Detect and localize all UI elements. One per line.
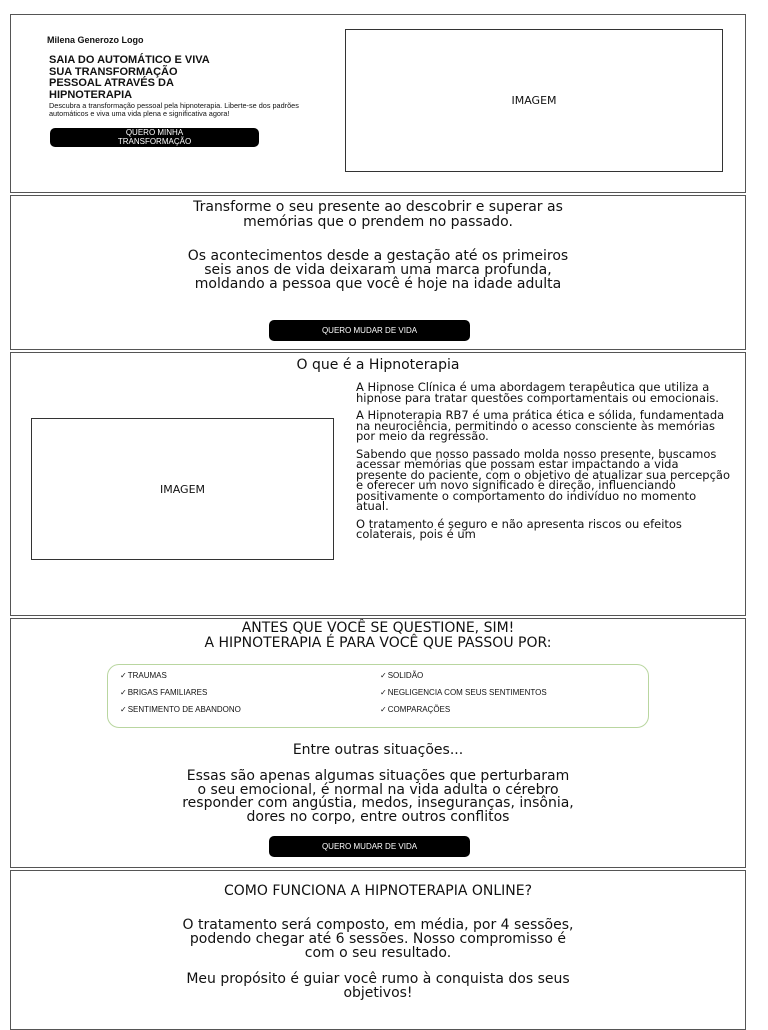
about-image-placeholder: IMAGEM [31,418,334,560]
intro-section [10,195,746,350]
intro-heading: Transforme o seu presente ao descobrir e superar as memórias que o prendem no passado. [193,199,563,230]
how-it-works-paragraph: O tratamento será composto, em média, por 4 sessões, podendo chegar até 6 sessões. Nosso compromisso é com o seu resultado. [182,917,574,961]
check-icon: ✓ [120,671,127,680]
list-item: ✓SOLIDÃO [380,671,424,680]
about-paragraph: A Hipnoterapia RB7 é uma prática ética e sólida, fundamentada na neurociência, permitindo o acesso consciente às memórias por meio da regressão. [356,408,725,443]
check-icon: ✓ [380,688,387,697]
check-icon: ✓ [380,705,387,714]
check-icon: ✓ [120,688,127,697]
list-item: ✓NEGLIGENCIA COM SEUS SENTIMENTOS [380,688,547,697]
change-life-button[interactable]: QUERO MUDAR DE VIDA [269,836,470,857]
list-item: ✓COMPARAÇÕES [380,705,451,714]
hero-title: SAIA DO AUTOMÁTICO E VIVA SUA TRANSFORMAÇÃO PESSOAL ATRAVÉS DA HIPNOTERAPIA [49,54,210,101]
change-life-button[interactable]: QUERO MUDAR DE VIDA [269,320,470,341]
about-paragraph: O tratamento é seguro e não apresenta riscos ou efeitos colaterais, pois é um [356,516,682,541]
transformation-button[interactable]: QUERO MINHA TRANSFORMAÇÃO [50,128,259,147]
about-paragraph: Sabendo que nosso passado molda nosso presente, buscamos acessar memórias que possam estar impactando a vida presente do paciente, com o objetivo de atualizar sua percepção e oferecer um novo significado e direção, influenciando positivamente o comportamento do indivíduo no momento atual. [356,446,730,513]
check-icon: ✓ [380,671,387,680]
hero-image-placeholder: IMAGEM [345,29,723,172]
how-it-works-section [10,870,746,1030]
check-icon: ✓ [120,705,127,714]
how-it-works-title: COMO FUNCIONA A HIPNOTERAPIA ONLINE? [223,883,533,899]
intro-body: Os acontecimentos desde a gestação até os primeiros seis anos de vida deixaram uma marca profunda, moldando a pessoa que você é hoje na idade adulta [187,248,569,292]
about-section [10,352,746,616]
for-who-section [10,618,746,868]
logo[interactable]: Milena Generozo Logo [47,35,144,45]
list-item: ✓TRAUMAS [120,671,167,680]
hero-description: Descubra a transformação pessoal pela hipnoterapia. Liberte-se dos padrões automáticos e viva uma vida plena e significativa agora! [49,101,299,118]
how-it-works-paragraph: Meu propósito é guiar você rumo à conquista dos seus objetivos! [186,971,570,1001]
about-title: O que é a Hipnoterapia [296,357,460,373]
about-text [356,382,731,547]
hero-section [10,14,746,193]
for-who-body: Essas são apenas algumas situações que perturbaram o seu emocional, é normal na vida adulta o cérebro responder com angústia, medos, inseguranças, insônia, dores no corpo, entre outros conflitos [182,768,574,825]
list-item: ✓SENTIMENTO DE ABANDONO [120,705,241,714]
about-paragraph: A Hipnose Clínica é uma abordagem terapêutica que utiliza a hipnose para tratar questões comportamentais ou emocionais. [356,380,719,405]
other-situations: Entre outras situações... [292,742,464,758]
for-who-heading: ANTES QUE VOCÊ SE QUESTIONE, SIM! A HIPNOTERAPIA É PARA VOCÊ QUE PASSOU POR: [204,620,552,651]
list-item: ✓BRIGAS FAMILIARES [120,688,208,697]
situations-list [107,664,649,728]
